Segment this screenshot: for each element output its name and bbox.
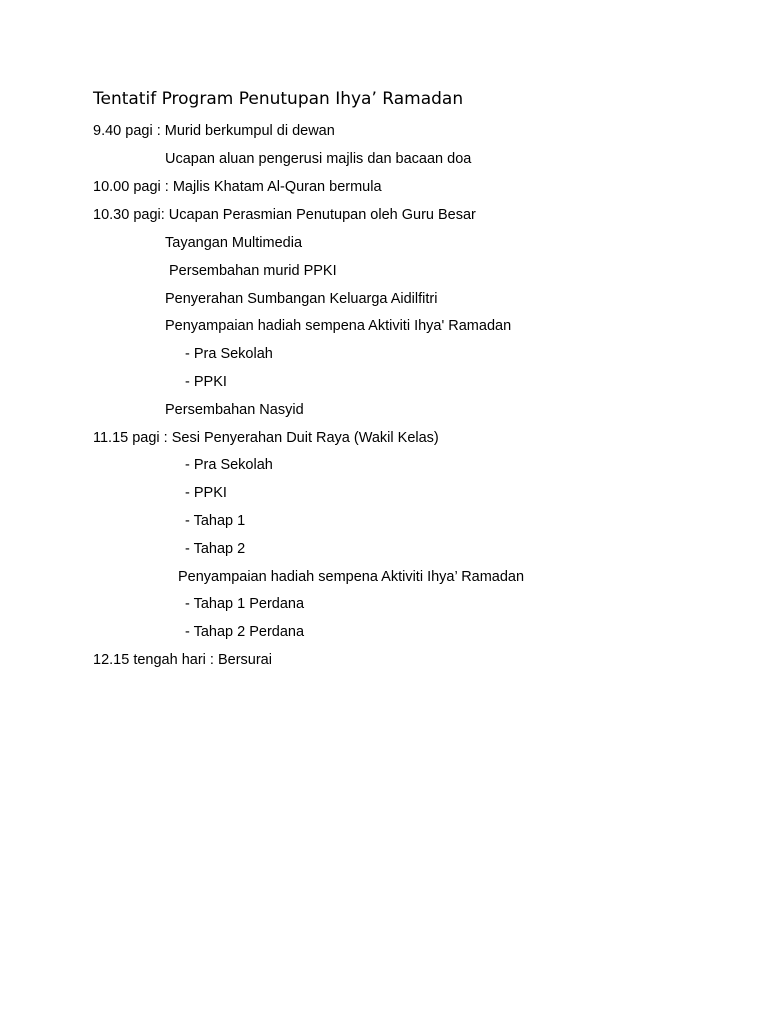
schedule-sub-item: - Tahap 2 Perdana	[185, 624, 305, 640]
schedule-line-time-1215: 12.15 tengah hari : Bersurai	[93, 652, 272, 668]
schedule-sub-item: - Pra Sekolah	[185, 457, 273, 473]
schedule-line-time-1115: 11.15 pagi : Sesi Penyerahan Duit Raya (Wakil Kelas)	[93, 430, 439, 446]
schedule-line-item: Penyampaian hadiah sempena Aktiviti Ihya' Ramadan	[165, 318, 512, 334]
schedule-line-time-0940: 9.40 pagi : Murid berkumpul di dewan	[93, 123, 335, 139]
schedule-sub-item: - Tahap 2	[185, 541, 246, 557]
schedule-line-item: Ucapan aluan pengerusi majlis dan bacaan doa	[165, 151, 472, 167]
document-title: Tentatif Program Penutupan Ihya’ Ramadan	[93, 89, 464, 109]
schedule-sub-item: - PPKI	[185, 374, 227, 390]
schedule-sub-item: - PPKI	[185, 485, 227, 501]
schedule-line-item: Tayangan Multimedia	[165, 235, 303, 251]
schedule-sub-item: - Tahap 1 Perdana	[185, 596, 305, 612]
schedule-line-item: Persembahan Nasyid	[165, 402, 304, 418]
schedule-line-item: Persembahan murid PPKI	[169, 263, 337, 279]
schedule-line-time-1000: 10.00 pagi : Majlis Khatam Al-Quran bermula	[93, 179, 382, 195]
schedule-line-time-1030: 10.30 pagi: Ucapan Perasmian Penutupan oleh Guru Besar	[93, 207, 476, 223]
schedule-sub-item: - Tahap 1	[185, 513, 246, 529]
schedule-line-item: Penyerahan Sumbangan Keluarga Aidilfitri	[165, 291, 438, 307]
schedule-line-item: Penyampaian hadiah sempena Aktiviti Ihya’ Ramadan	[178, 569, 525, 585]
schedule-sub-item: - Pra Sekolah	[185, 346, 273, 362]
